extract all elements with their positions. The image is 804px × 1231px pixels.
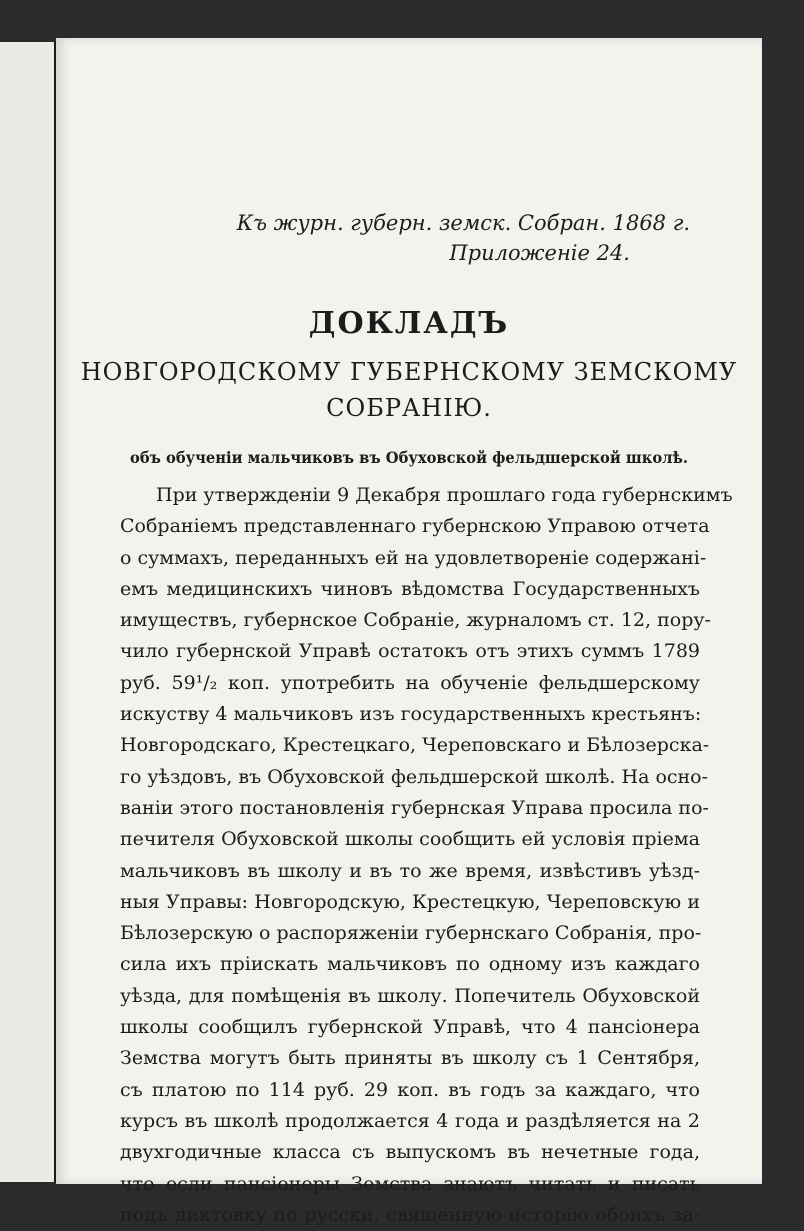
body-line: го уѣздовъ, въ Обуховской фельдшерской школѣ. На осно-: [120, 765, 709, 788]
body-line: уѣзда, для помѣщенія въ школу. Попечитель Обуховской: [120, 984, 700, 1007]
document-subtitle: [56, 354, 762, 426]
body-line: о суммахъ, переданныхъ ей на удовлетвореніе содержані-: [120, 546, 707, 569]
body-line: что если пансіонеры Земства знаютъ читать и писать: [120, 1172, 700, 1195]
subtitle-line: СОБРАНІЮ.: [326, 394, 492, 422]
journal-reference: [170, 208, 690, 268]
facing-page-edge: [0, 42, 56, 1182]
body-line: емъ медицинскихъ чиновъ вѣдомства Государственныхъ: [120, 577, 700, 600]
document-subject: объ обученіи мальчиковъ въ Обуховской фельдшерской школѣ.: [129, 448, 688, 467]
body-line: съ платою по 114 руб. 29 коп. въ годъ за каждаго, что: [120, 1078, 700, 1101]
body-line: Бѣлозерскую о распоряженіи губернскаго Собранія, про-: [120, 922, 702, 945]
body-line: имуществъ, губернское Собраніе, журналомъ ст. 12, пору-: [120, 609, 711, 632]
body-line: курсъ въ школѣ продолжается 4 года и раздѣляется на 2: [120, 1109, 700, 1132]
appendix-number: Приложеніе 24.: [449, 241, 630, 265]
body-line: чило губернской Управѣ остатокъ отъ этихъ суммъ 1789: [120, 640, 700, 663]
body-line: ваніи этого постановленія губернская Управа просила по-: [120, 796, 709, 819]
body-line: руб. 59¹/₂ коп. употребить на обученіе фельдшерскому: [120, 671, 700, 694]
body-line: Собраніемъ представленнаго губернскою Управою отчета: [120, 515, 710, 538]
body-line: искуству 4 мальчиковъ изъ государственныхъ крестьянъ:: [120, 703, 702, 726]
document-page: [56, 38, 762, 1226]
body-line: При утвержденіи 9 Декабря прошлаго года губернскимъ: [156, 484, 733, 506]
body-line: школы сообщилъ губернской Управѣ, что 4 пансіонера: [120, 1016, 700, 1039]
document-title: ДОКЛАДЪ: [308, 306, 510, 341]
body-line: Новгородскаго, Крестецкаго, Череповскаго и Бѣлозерска-: [120, 734, 710, 757]
body-line: Земства могутъ быть приняты въ школу съ 1 Сентября,: [120, 1047, 700, 1070]
journal-reference-line: Къ журн. губерн. земск. Собран. 1868 г.: [236, 211, 690, 235]
body-line: печителя Обуховской школы сообщить ей условія пріема: [120, 828, 700, 851]
body-line: ныя Управы: Новгородскую, Крестецкую, Череповскую и: [120, 890, 700, 913]
body-paragraph: [120, 480, 733, 1231]
subtitle-line: НОВГОРОДСКОМУ ГУБЕРНСКОМУ ЗЕМСКОМУ: [80, 358, 738, 386]
body-line: мальчиковъ въ школу и въ то же время, извѣстивъ уѣзд-: [120, 859, 700, 882]
body-line: подъ диктовку по русски, священную исторію обоихъ за-: [120, 1203, 700, 1226]
body-line: сила ихъ пріискать мальчиковъ по одному изъ каждаго: [120, 953, 700, 976]
body-line: двухгодичные класса съ выпускомъ въ нечетные года,: [120, 1141, 700, 1164]
